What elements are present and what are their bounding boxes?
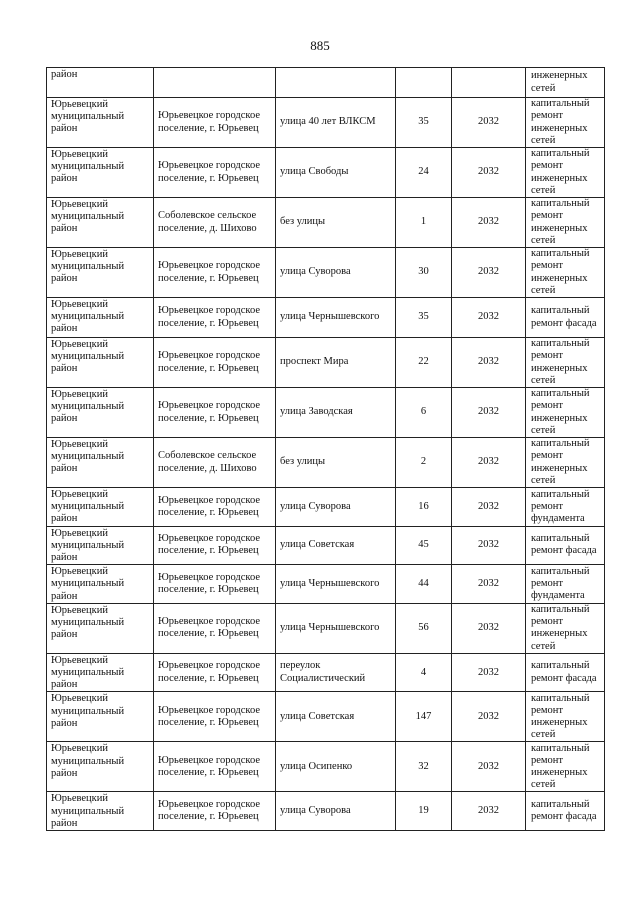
table-row — [47, 603, 605, 653]
district-cell: Юрьевецкий муниципальный район — [47, 488, 154, 527]
table-row — [47, 298, 605, 338]
house-number-cell: 35 — [396, 298, 452, 338]
district-cell: Юрьевецкий муниципальный район — [47, 298, 154, 338]
house-number-cell: 6 — [396, 388, 452, 438]
year-cell: 2032 — [452, 248, 526, 298]
work-type-cell: капитальный ремонт инженерных сетей — [526, 198, 605, 248]
house-number-cell: 45 — [396, 526, 452, 565]
house-number-cell: 19 — [396, 792, 452, 831]
house-number-cell: 147 — [396, 692, 452, 742]
district-cell: Юрьевецкий муниципальный район — [47, 148, 154, 198]
house-number-cell: 56 — [396, 603, 452, 653]
street-cell: проспект Мира — [276, 338, 396, 388]
table-row — [47, 565, 605, 604]
district-cell: Юрьевецкий муниципальный район — [47, 248, 154, 298]
settlement-cell: Юрьевецкое городское поселение, г. Юрьевец — [154, 488, 276, 527]
page-number: 885 — [310, 38, 330, 53]
year-cell: 2032 — [452, 603, 526, 653]
settlement-cell: Юрьевецкое городское поселение, г. Юрьевец — [154, 338, 276, 388]
district-cell: Юрьевецкий муниципальный район — [47, 742, 154, 792]
street-cell: без улицы — [276, 438, 396, 488]
house-number-cell: 32 — [396, 742, 452, 792]
street-cell: улица Чернышевского — [276, 298, 396, 338]
settlement-cell: Юрьевецкое городское поселение, г. Юрьевец — [154, 653, 276, 692]
work-type-cell: капитальный ремонт инженерных сетей — [526, 148, 605, 198]
street-cell: улица Заводская — [276, 388, 396, 438]
table-row — [47, 742, 605, 792]
settlement-cell: Соболевское сельское поселение, д. Шихово — [154, 438, 276, 488]
year-cell: 2032 — [452, 692, 526, 742]
year-cell — [452, 68, 526, 98]
table-row — [47, 792, 605, 831]
settlement-cell: Юрьевецкое городское поселение, г. Юрьевец — [154, 298, 276, 338]
district-cell: Юрьевецкий муниципальный район — [47, 692, 154, 742]
district-cell: Юрьевецкий муниципальный район — [47, 565, 154, 604]
house-number-cell: 22 — [396, 338, 452, 388]
year-cell: 2032 — [452, 526, 526, 565]
work-type-cell: инженерных сетей — [526, 68, 605, 98]
street-cell — [276, 68, 396, 98]
table-row — [47, 248, 605, 298]
work-type-cell: капитальный ремонт фундамента — [526, 565, 605, 604]
year-cell: 2032 — [452, 338, 526, 388]
year-cell: 2032 — [452, 565, 526, 604]
settlement-cell: Юрьевецкое городское поселение, г. Юрьевец — [154, 603, 276, 653]
year-cell: 2032 — [452, 298, 526, 338]
year-cell: 2032 — [452, 198, 526, 248]
district-cell: Юрьевецкий муниципальный район — [47, 792, 154, 831]
street-cell: улица Чернышевского — [276, 603, 396, 653]
table-row — [47, 653, 605, 692]
house-number-cell: 44 — [396, 565, 452, 604]
house-number-cell: 4 — [396, 653, 452, 692]
street-cell: улица Суворова — [276, 792, 396, 831]
district-cell: район — [47, 68, 154, 98]
district-cell: Юрьевецкий муниципальный район — [47, 603, 154, 653]
house-number-cell: 1 — [396, 198, 452, 248]
year-cell: 2032 — [452, 742, 526, 792]
district-cell: Юрьевецкий муниципальный район — [47, 198, 154, 248]
street-cell: улица Свободы — [276, 148, 396, 198]
house-number-cell: 24 — [396, 148, 452, 198]
street-cell: улица Суворова — [276, 248, 396, 298]
settlement-cell: Юрьевецкое городское поселение, г. Юрьевец — [154, 526, 276, 565]
street-cell: улица 40 лет ВЛКСМ — [276, 98, 396, 148]
table-row — [47, 526, 605, 565]
work-type-cell: капитальный ремонт инженерных сетей — [526, 438, 605, 488]
settlement-cell: Соболевское сельское поселение, д. Шихово — [154, 198, 276, 248]
settlement-cell: Юрьевецкое городское поселение, г. Юрьевец — [154, 148, 276, 198]
work-type-cell: капитальный ремонт инженерных сетей — [526, 388, 605, 438]
street-cell: улица Советская — [276, 692, 396, 742]
street-cell: улица Чернышевского — [276, 565, 396, 604]
year-cell: 2032 — [452, 438, 526, 488]
table-row — [47, 692, 605, 742]
work-type-cell: капитальный ремонт фундамента — [526, 488, 605, 527]
street-cell: переулок Социалистический — [276, 653, 396, 692]
table-row — [47, 98, 605, 148]
work-type-cell: капитальный ремонт фасада — [526, 792, 605, 831]
table-row — [47, 338, 605, 388]
year-cell: 2032 — [452, 98, 526, 148]
settlement-cell: Юрьевецкое городское поселение, г. Юрьевец — [154, 565, 276, 604]
table-row — [47, 488, 605, 527]
street-cell: улица Суворова — [276, 488, 396, 527]
work-type-cell: капитальный ремонт инженерных сетей — [526, 692, 605, 742]
settlement-cell: Юрьевецкое городское поселение, г. Юрьевец — [154, 692, 276, 742]
table-row — [47, 148, 605, 198]
year-cell: 2032 — [452, 792, 526, 831]
house-number-cell — [396, 68, 452, 98]
housing-repair-table — [46, 67, 605, 831]
year-cell: 2032 — [452, 653, 526, 692]
year-cell: 2032 — [452, 488, 526, 527]
work-type-cell: капитальный ремонт инженерных сетей — [526, 338, 605, 388]
street-cell: улица Осипенко — [276, 742, 396, 792]
district-cell: Юрьевецкий муниципальный район — [47, 438, 154, 488]
work-type-cell: капитальный ремонт инженерных сетей — [526, 742, 605, 792]
work-type-cell: капитальный ремонт фасада — [526, 298, 605, 338]
year-cell: 2032 — [452, 148, 526, 198]
district-cell: Юрьевецкий муниципальный район — [47, 388, 154, 438]
settlement-cell: Юрьевецкое городское поселение, г. Юрьевец — [154, 248, 276, 298]
table-row — [47, 198, 605, 248]
settlement-cell: Юрьевецкое городское поселение, г. Юрьевец — [154, 742, 276, 792]
street-cell: без улицы — [276, 198, 396, 248]
district-cell: Юрьевецкий муниципальный район — [47, 98, 154, 148]
district-cell: Юрьевецкий муниципальный район — [47, 526, 154, 565]
year-cell: 2032 — [452, 388, 526, 438]
house-number-cell: 30 — [396, 248, 452, 298]
house-number-cell: 35 — [396, 98, 452, 148]
table-row — [47, 68, 605, 98]
house-number-cell: 16 — [396, 488, 452, 527]
settlement-cell: Юрьевецкое городское поселение, г. Юрьевец — [154, 98, 276, 148]
work-type-cell: капитальный ремонт фасада — [526, 653, 605, 692]
work-type-cell: капитальный ремонт инженерных сетей — [526, 603, 605, 653]
table-row — [47, 438, 605, 488]
work-type-cell: капитальный ремонт фасада — [526, 526, 605, 565]
settlement-cell: Юрьевецкое городское поселение, г. Юрьевец — [154, 792, 276, 831]
settlement-cell: Юрьевецкое городское поселение, г. Юрьевец — [154, 388, 276, 438]
street-cell: улица Советская — [276, 526, 396, 565]
house-number-cell: 2 — [396, 438, 452, 488]
settlement-cell — [154, 68, 276, 98]
work-type-cell: капитальный ремонт инженерных сетей — [526, 248, 605, 298]
work-type-cell: капитальный ремонт инженерных сетей — [526, 98, 605, 148]
table-row — [47, 388, 605, 438]
district-cell: Юрьевецкий муниципальный район — [47, 338, 154, 388]
district-cell: Юрьевецкий муниципальный район — [47, 653, 154, 692]
